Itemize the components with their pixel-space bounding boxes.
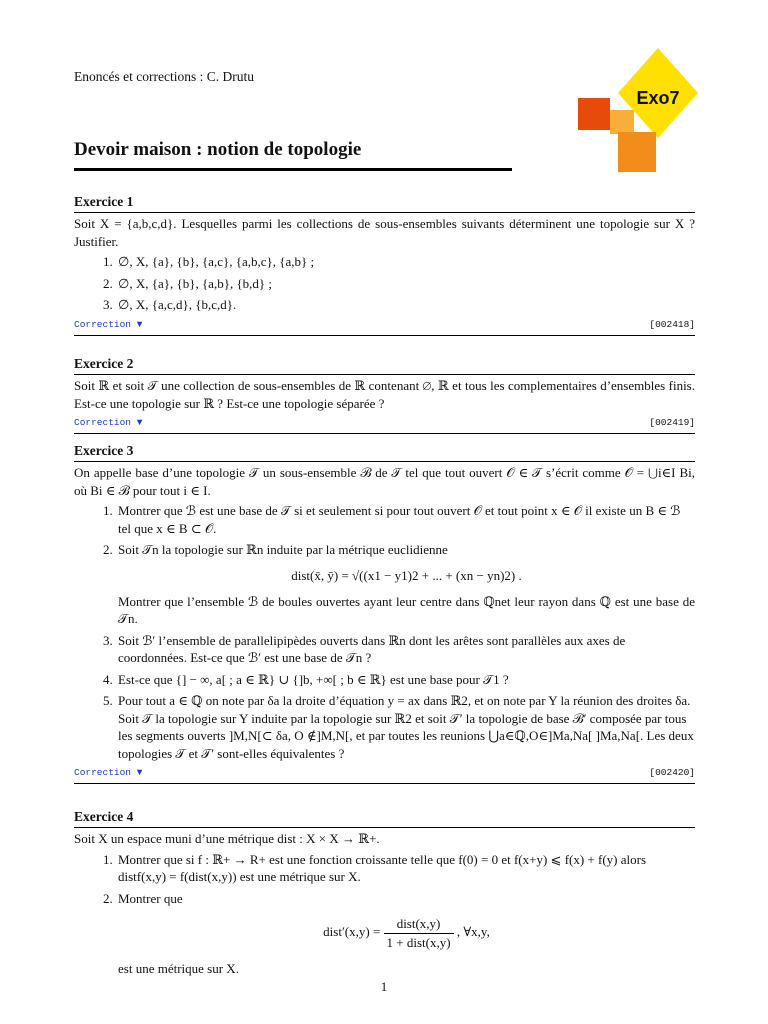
exercise-3 [74, 442, 695, 784]
exercise-intro: Soit ℝ et soit 𝒯 une collection de sous-ensembles de ℝ contenant ∅, ℝ et tous les complementaires d’ensembles finis. Est-ce une topologie sur ℝ ? Est-ce une topologie séparée ? [74, 378, 695, 411]
exercise-code: [002419] [649, 417, 695, 429]
exercise-title: Exercice 4 [74, 809, 134, 824]
exercise-rule [74, 827, 695, 828]
exercise-title: Exercice 3 [74, 443, 134, 458]
exercise-2 [74, 355, 695, 434]
correction-link[interactable]: Correction ▼ [74, 318, 143, 330]
display-formula: dist(x̄, ȳ) = √((x1 − y1)2 + ... + (xn − yn)2) . [291, 567, 522, 583]
list-item: 3. ∅, X, {a,c,d}, {b,c,d}. [116, 296, 695, 314]
exercise-4 [74, 808, 695, 981]
page-title: Devoir maison : notion de topologie [74, 139, 362, 160]
list-item-text: Soit 𝒯n la topologie sur ℝn induite par la métrique euclidienne [118, 542, 448, 558]
exercise-title: Exercice 2 [74, 356, 134, 371]
exercise-intro: Soit X = {a,b,c,d}. Lesquelles parmi les collections de sous-ensembles suivants déterminent une topologie sur X ? Justifier. [74, 216, 695, 249]
exercise-intro: Soit X un espace muni d’une métrique dist : X × X → ℝ+. [74, 831, 380, 847]
fraction [384, 915, 454, 951]
list-item [116, 890, 695, 977]
exercise-rule [74, 212, 695, 213]
list-item [116, 541, 695, 627]
exercise-rule [74, 374, 695, 375]
exo7-logo [578, 48, 698, 178]
list-item-tail: Montrer que l’ensemble ℬ de boules ouvertes ayant leur centre dans ℚnet leur rayon dans ℚ est une base de 𝒯n. [118, 593, 695, 627]
separator [74, 335, 695, 336]
formula-tail: , ∀x,y, [456, 924, 490, 940]
list-item: 1. Montrer que ℬ est une base de 𝒯 si et seulement si pour tout ouvert 𝒪 et tout point x ∈ 𝒪 il existe un B ∈ ℬ tel que x ∈ B ⊂ 𝒪. [116, 502, 695, 537]
list-item: 4. Est-ce que {] − ∞, a[ ; a ∈ ℝ} ∪ {]b, +∞[ ; b ∈ ℝ} est une base pour 𝒯1 ? [116, 671, 695, 689]
exercise-code: [002418] [649, 318, 695, 330]
separator [74, 433, 695, 434]
formula-lhs: dist′(x,y) = [323, 924, 381, 940]
list-item: 3. Soit ℬ′ l’ensemble de parallelipipèdes ouverts dans ℝn dont les arêtes sont parallèles aux axes de coordonnées. Est-ce que ℬ′ est une base de 𝒯n ? [116, 632, 695, 667]
author-line: Enoncés et corrections : C. Drutu [74, 69, 254, 84]
separator [74, 783, 695, 784]
title-rule [74, 168, 512, 171]
logo-text: Exo7 [636, 88, 680, 108]
correction-link[interactable]: Correction ▼ [74, 417, 143, 429]
page-number: 1 [380, 979, 388, 994]
list-item: 5. Pour tout a ∈ ℚ on note par δa la droite d’équation y = ax dans ℝ2, et on note par Y la réunion des droites δa. Soit 𝒯 la topologie sur Y induite par la topologie sur ℝ2 et soit 𝒯′ la topologie de base ℬ′ composée par tous les segments ouverts ]M,N[⊂ δa, O ∉]M,N[, et par toutes les reunions ⋃a∈ℚ,O∈]Ma,Na[ ]Ma,Na[. Les deux topologies 𝒯 et 𝒯′ sont-elles équivalentes ? [116, 692, 695, 762]
display-formula [118, 915, 695, 951]
correction-link[interactable]: Correction ▼ [74, 767, 143, 779]
list-item: 1. ∅, X, {a}, {b}, {a,c}, {a,b,c}, {a,b} ; [116, 253, 695, 271]
fraction-numerator: dist(x,y) [384, 915, 454, 934]
exercise-intro: On appelle base d’une topologie 𝒯 un sous-ensemble ℬ de 𝒯 tel que tout ouvert 𝒪 ∈ 𝒯 s’écrit comme 𝒪 = ⋃i∈I Bi, où Bi ∈ ℬ pour tout i ∈ I. [74, 465, 695, 498]
exercise-1 [74, 193, 695, 336]
exercise-title: Exercice 1 [74, 194, 134, 209]
list-item-text: Montrer que [118, 890, 183, 906]
list-item: 2. ∅, X, {a}, {b}, {a,b}, {b,d} ; [116, 275, 695, 293]
list-item-tail: est une métrique sur X. [118, 960, 239, 976]
exercise-rule [74, 461, 695, 462]
list-item: 1. Montrer que si f : ℝ+ → R+ est une fonction croissante telle que f(0) = 0 et f(x+y) ⩽ f(x) + f(y) alors distf(x,y) = f(dist(x,y)) est une métrique sur X. [116, 851, 695, 886]
fraction-denominator: 1 + dist(x,y) [386, 934, 451, 950]
exercise-code: [002420] [649, 767, 695, 779]
